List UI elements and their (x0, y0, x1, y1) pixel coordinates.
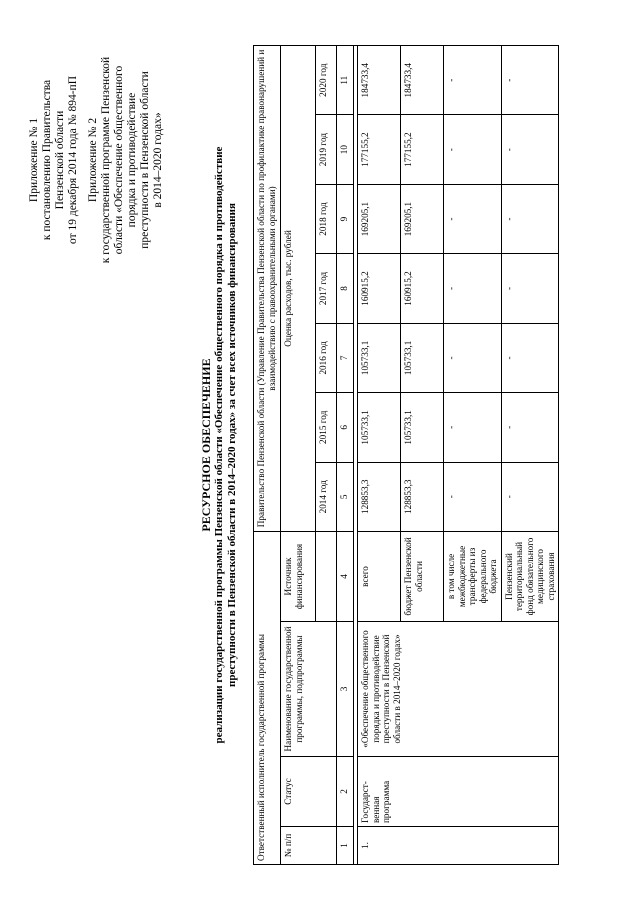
index-cell: 6 (337, 393, 354, 462)
source-cell: бюджет Пензенской области (401, 531, 444, 621)
appendix-line: к государственной программе Пензенской (100, 56, 112, 264)
value-cell: - (501, 115, 559, 184)
row-program-name: «Обеспечение общественного порядка и противодействие преступности в Пензенской области в 2014–2020 годах» (358, 622, 559, 757)
appendix-line: в 2014–2020 годах» (152, 112, 164, 208)
appendix-line: от 19 декабря 2014 года № 894-пП (67, 75, 79, 245)
executor-value: Правительство Пензенской области (Управление Правительства Пензенской области по профилактике правонарушений и взаимодействию с правоохранительными органами) (254, 46, 281, 532)
value-cell: 177155,2 (401, 115, 444, 184)
value-cell: 177155,2 (358, 115, 401, 184)
value-cell: - (444, 184, 502, 253)
index-cell: 5 (337, 462, 354, 531)
appendix-block (28, 30, 165, 290)
title-main: РЕСУРСНОЕ ОБЕСПЕЧЕНИЕ (199, 358, 213, 532)
appendix-line: Пензенской области (54, 110, 66, 210)
year-cell: 2019 год (316, 115, 337, 184)
value-cell: - (501, 184, 559, 253)
index-cell: 3 (337, 622, 354, 757)
table-row (358, 46, 401, 865)
value-cell: - (444, 323, 502, 392)
table-row (281, 46, 316, 865)
header-estimate: Оценка расходов, тыс. рублей (281, 46, 316, 532)
year-cell: 2014 год (316, 462, 337, 531)
value-cell: 184733,4 (401, 46, 444, 115)
value-cell: 105733,1 (358, 393, 401, 462)
appendix-line: преступности в Пензенской области (139, 71, 151, 249)
index-cell: 9 (337, 184, 354, 253)
value-cell: - (501, 462, 559, 531)
value-cell: 169205,1 (401, 184, 444, 253)
title-sub: преступности в Пензенской области в 2014–2020 годах» за счет всех источников финансирования (226, 203, 238, 687)
source-cell: в том числе межбюджетные трансферты из федерального бюджета (444, 531, 502, 621)
value-cell: 128853,3 (358, 462, 401, 531)
header-source-blank (316, 531, 337, 621)
value-cell: - (444, 393, 502, 462)
value-cell: - (501, 323, 559, 392)
index-cell: 8 (337, 254, 354, 323)
year-cell: 2017 год (316, 254, 337, 323)
value-cell: 105733,1 (401, 323, 444, 392)
table-row (337, 46, 354, 865)
appendix-line: Приложение № 2 (87, 117, 99, 203)
index-cell: 2 (337, 757, 354, 827)
title-sub: реализации государственной программы Пензенской области «Обеспечение общественного порядка и противодействие (213, 146, 225, 744)
value-cell: - (444, 115, 502, 184)
year-cell: 2018 год (316, 184, 337, 253)
source-cell: Пензенский территориальный фонд обязательного медицинского страхования (501, 531, 559, 621)
value-cell: - (501, 393, 559, 462)
value-cell: - (444, 46, 502, 115)
executor-label: Ответственный исполнитель государственной программы (254, 531, 281, 864)
header-num: № п/п (281, 827, 337, 865)
source-cell: всего (358, 531, 401, 621)
table-row (254, 46, 281, 865)
appendix-line: порядка и противодействие (126, 92, 138, 228)
row-status: Государст-венная программа (358, 757, 559, 827)
appendix-line: к постановлению Правительства (41, 79, 53, 241)
value-cell: 169205,1 (358, 184, 401, 253)
value-cell: - (501, 254, 559, 323)
index-cell: 11 (337, 46, 354, 115)
appendix-line: области «Обеспечение общественного (113, 65, 125, 255)
header-source: Источник финансирования (281, 531, 316, 621)
resource-table (253, 45, 559, 865)
year-cell: 2015 год (316, 393, 337, 462)
value-cell: 128853,3 (401, 462, 444, 531)
index-cell: 10 (337, 115, 354, 184)
value-cell: - (444, 462, 502, 531)
index-cell: 4 (337, 531, 354, 621)
value-cell: 160915,2 (358, 254, 401, 323)
header-status: Статус (281, 757, 337, 827)
appendix-line: Приложение № 1 (28, 117, 40, 203)
header-name: Наименование государственной программы, подпрограммы (281, 622, 337, 757)
value-cell: 160915,2 (401, 254, 444, 323)
year-cell: 2016 год (316, 323, 337, 392)
index-cell: 1 (337, 827, 354, 865)
year-cell: 2020 год (316, 46, 337, 115)
document-title (200, 45, 239, 845)
value-cell: - (501, 46, 559, 115)
value-cell: 105733,1 (358, 323, 401, 392)
value-cell: - (444, 254, 502, 323)
value-cell: 105733,1 (401, 393, 444, 462)
index-cell: 7 (337, 323, 354, 392)
value-cell: 184733,4 (358, 46, 401, 115)
row-number: 1. (358, 827, 559, 865)
